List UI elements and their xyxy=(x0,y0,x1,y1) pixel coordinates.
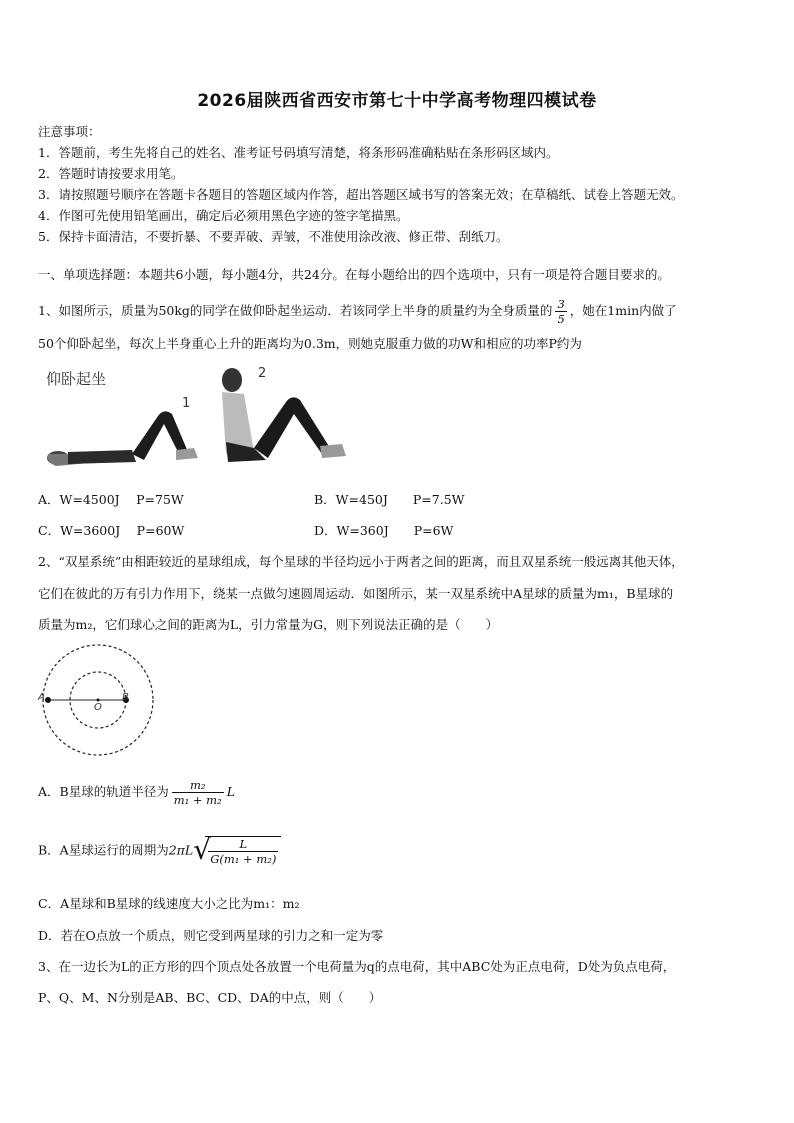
q2-option-a-den: m₁ + m₂ xyxy=(173,793,222,807)
q2-option-c[interactable]: C．A星球和B星球的线速度大小之比为m₁：m₂ xyxy=(38,896,300,911)
q1-text-b: ，她在1min内做了 xyxy=(569,303,677,318)
q3-line-2: P、Q、M、N分别是AB、BC、CD、DA的中点，则（ ） xyxy=(38,990,382,1005)
q2-option-a-suffix: L xyxy=(226,784,236,799)
q1-line-2: 50个仰卧起坐，每次上半身重心上升的距离均为0.3m，则她克服重力做的功W和相应的功率P约为 xyxy=(38,336,582,351)
q2-option-b-den: G(m₁ + m₂) xyxy=(210,852,277,866)
q2-option-a-num: m₂ xyxy=(172,778,224,793)
q1-option-b[interactable]: B．W=450J P=7.5W xyxy=(314,492,465,507)
q1-option-c[interactable]: C．W=3600J P=60W xyxy=(38,523,185,538)
q2-line-1: 2、“双星系统”由相距较近的星球组成，每个星球的半径均远小于两者之间的距离，而且双星系统一般远离其他天体， xyxy=(38,554,684,569)
situp-label-1: 1 xyxy=(182,396,191,411)
star-a-label: A xyxy=(38,692,45,703)
sqrt-icon: √ xyxy=(193,833,212,866)
situp-label-2: 2 xyxy=(258,366,267,381)
person-lying-icon xyxy=(47,411,198,466)
q1-option-a[interactable]: A．W=4500J P=75W xyxy=(38,492,184,507)
q2-line-3: 质量为m₂，它们球心之间的距离为L，引力常量为G，则下列说法正确的是（ ） xyxy=(38,617,499,632)
star-a-icon xyxy=(45,697,51,703)
q1-frac-num: 3 xyxy=(557,297,565,311)
q2-option-a-prefix: A．B星球的轨道半径为 xyxy=(38,784,169,799)
section-heading: 一、单项选择题：本题共6小题，每小题4分，共24分。在每小题给出的四个选项中，只有一项是符合题目要求的。 xyxy=(38,267,670,282)
notice-item-5: 5．保持卡面清洁，不要折暴、不要弄破、弄皱，不准使用涂改液、修正带、刮纸刀。 xyxy=(38,229,509,244)
notice-item-4: 4．作图可先使用铅笔画出，确定后必须用黑色字迹的签字笔描黑。 xyxy=(38,208,409,223)
q2-option-b-fraction xyxy=(208,837,278,866)
q2-option-b[interactable] xyxy=(38,833,281,866)
person-situp-icon xyxy=(222,368,346,462)
notice-heading: 注意事项： xyxy=(38,124,101,139)
q1-text-a: 1、如图所示，质量为50kg的同学在做仰卧起坐运动．若该同学上半身的质量约为全身质量的 xyxy=(38,303,553,318)
q1-fraction xyxy=(555,297,566,326)
q2-option-b-prefix: B．A星球运行的周期为 xyxy=(38,842,169,858)
binary-star-diagram xyxy=(36,642,160,760)
q2-option-b-coef: 2πL xyxy=(168,842,194,858)
notice-item-2: 2．答题时请按要求用笔。 xyxy=(38,166,184,181)
notice-item-3: 3．请按照题号顺序在答题卡各题目的答题区域内作答，超出答题区域书写的答案无效；在草稿纸、试卷上答题无效。 xyxy=(38,187,684,202)
q2-option-a[interactable] xyxy=(38,778,235,807)
situp-caption: 仰卧起坐 xyxy=(46,370,107,388)
notice-item-1: 1．答题前，考生先将自己的姓名、准考证号码填写清楚，将条形码准确粘贴在条形码区域内。 xyxy=(38,145,559,160)
q2-option-b-sqrt xyxy=(193,833,281,866)
q2-option-b-num: L xyxy=(208,837,278,852)
q1-frac-den: 5 xyxy=(557,312,565,326)
star-b-label: B xyxy=(122,692,129,703)
q1-option-d[interactable]: D．W=360J P=6W xyxy=(314,523,454,538)
q2-option-a-fraction xyxy=(172,778,224,807)
binary-star-figure xyxy=(36,642,160,760)
q2-line-2: 它们在彼此的万有引力作用下，绕某一点做匀速圆周运动．如图所示，某一双星系统中A星球的质量为m₁，B星球的 xyxy=(38,586,674,601)
q1-line-1 xyxy=(38,297,677,326)
situp-figure xyxy=(40,362,370,474)
page-title: 2026届陕西省西安市第七十中学高考物理四模试卷 xyxy=(197,91,597,111)
q2-option-d[interactable]: D．若在O点放一个质点，则它受到两星球的引力之和一定为零 xyxy=(38,928,384,943)
center-o-label: O xyxy=(94,702,102,713)
q3-line-1: 3、在一边长为L的正方形的四个顶点处各放置一个电荷量为q的点电荷，其中ABC处为正点电荷，D处为负点电荷， xyxy=(38,959,676,974)
